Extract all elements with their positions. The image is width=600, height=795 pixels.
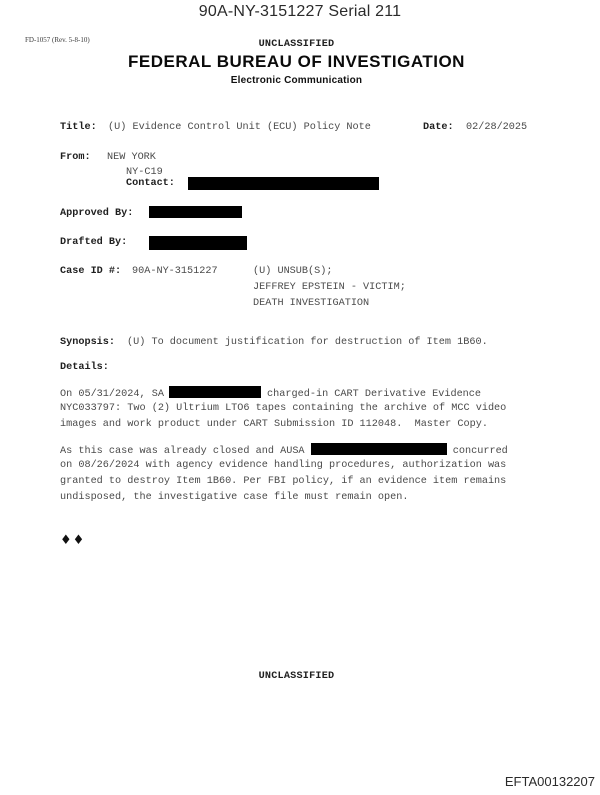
agency-title: FEDERAL BUREAU OF INVESTIGATION xyxy=(128,52,465,71)
text-segment: charged-in CART Derivative Evidence xyxy=(260,389,482,400)
details-paragraph-line: granted to destroy Item 1B60. Per FBI policy, if an evidence item remains xyxy=(60,476,507,487)
classification-banner-top: UNCLASSIFIED xyxy=(258,39,335,50)
case-id-value: 90A-NY-3151227 xyxy=(132,266,218,277)
date-label: Date: xyxy=(423,122,454,133)
classification-banner-bottom: UNCLASSIFIED xyxy=(258,671,335,682)
date-value: 02/28/2025 xyxy=(466,122,528,133)
redaction-bar-drafted-by xyxy=(149,236,247,250)
details-paragraph-line: NYC033797: Two (2) Ultrium LTO6 tapes containing the archive of MCC video xyxy=(60,403,507,414)
text-segment: On 05/31/2024, SA xyxy=(60,389,164,400)
bates-number: EFTA00132207 xyxy=(504,774,595,789)
from-unit: NY-C19 xyxy=(126,167,163,178)
serial-header: 90A-NY-3151227 Serial 211 xyxy=(198,3,402,20)
case-id-label: Case ID #: xyxy=(60,266,122,277)
details-label: Details: xyxy=(60,362,109,373)
contact-label: Contact: xyxy=(126,178,175,189)
approved-by-label: Approved By: xyxy=(60,208,134,219)
redaction-bar-ausa-name xyxy=(311,443,447,455)
redaction-bar-sa-name xyxy=(169,386,261,398)
text-segment: As this case was already closed and AUSA xyxy=(60,446,311,457)
details-paragraph-line: images and work product under CART Submission ID 112048. Master Copy. xyxy=(60,419,488,430)
details-paragraph-line xyxy=(60,443,508,458)
title-label: Title: xyxy=(60,122,97,133)
redaction-bar-approved-by xyxy=(149,206,242,218)
doc-type-subtitle: Electronic Communication xyxy=(230,75,363,86)
form-number: FD-1057 (Rev. 5-8-10) xyxy=(25,36,90,44)
text-segment: concurred xyxy=(446,446,508,457)
from-office: NEW YORK xyxy=(107,152,156,163)
details-paragraph-line: undisposed, the investigative case file must remain open. xyxy=(60,492,409,503)
redaction-bar-contact xyxy=(188,177,379,190)
details-paragraph-line: on 08/26/2024 with agency evidence handling procedures, authorization was xyxy=(60,460,507,471)
case-title-line: DEATH INVESTIGATION xyxy=(253,298,370,309)
synopsis-label: Synopsis: xyxy=(60,337,116,348)
synopsis-value: (U) To document justification for destruction of Item 1B60. xyxy=(127,337,488,348)
case-title-line: JEFFREY EPSTEIN - VICTIM; xyxy=(253,282,406,293)
from-label: From: xyxy=(60,152,91,163)
end-of-document-marker: ♦♦ xyxy=(60,533,86,548)
title-value: (U) Evidence Control Unit (ECU) Policy Note xyxy=(108,122,371,133)
case-title-line: (U) UNSUB(S); xyxy=(253,266,333,277)
details-paragraph-line xyxy=(60,386,481,401)
drafted-by-label: Drafted By: xyxy=(60,237,128,248)
